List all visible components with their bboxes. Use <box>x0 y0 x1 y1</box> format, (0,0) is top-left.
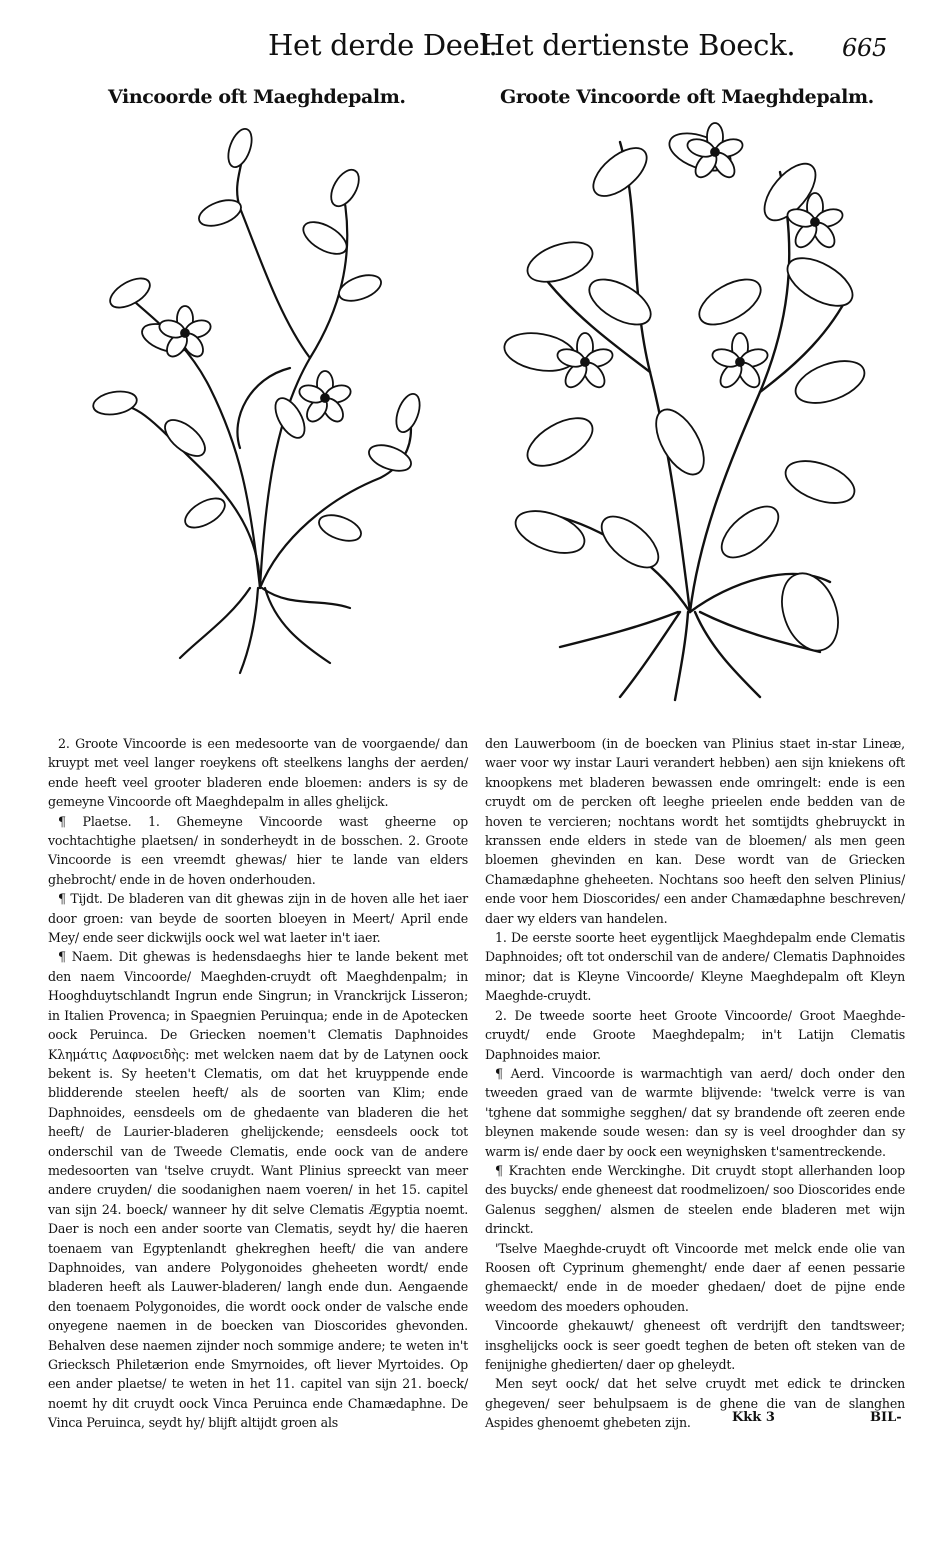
running-head-left: Het derde Deel. <box>268 28 498 62</box>
paragraph-naem-continued: den Lauwerboom (in de boecken van Plinius staet in-star Lineæ, waer voor wy instar Lauri verandert hebben) aen sijn kniekens oft knoopkens met bladeren bewassen ende omringelt: ende is een cruydt om de percken oft leeghe prieelen ende bedden van de hoven te vercieren; nochtans wordt het somtijdts ghebruyckt in kranssen ende elders in stede van de bloemen/ als men geen bloemen ghevinden en kan. Dese wordt van de Griecken Chamædaphne gheheeten. Nochtans soo heeft den selven Plinius/ ende voor hem Dioscorides/ een ander Chamædaphne beschreven/ daer wy elders van handelen. <box>485 736 905 926</box>
catchword: BIL- <box>870 1410 902 1425</box>
periwinkle-great-woodcut <box>500 112 870 702</box>
figure-caption-right: Groote Vincoorde oft Maeghdepalm. <box>500 86 874 108</box>
figure-caption-left: Vincoorde oft Maeghdepalm. <box>108 86 406 108</box>
paragraph-eerste-soorte: 1. De eerste soorte heet eygentlijck Maeghdepalm ende Clematis Daphnoides; oft tot onderschil van de andere/ Clematis Daphnoides minor; dat is Kleyne Vincoorde/ Kleyne Maeghdepalm oft Kleyn Maeghde-cruydt. <box>485 930 905 1004</box>
paragraph-naem: ¶ Naem. Dit ghewas is hedensdaeghs hier te lande bekent met den naem Vincoorde/ Maeghden-cruydt oft Maeghdenpalm; in Hooghduytschlandt Ingrun ende Singrun; in Vranckrijck Lisseron; in Italien Provenca; in Spaegnien Peruinqua; ende in de Apotecken oock Peruinca. De Griecken noemen't Clematis Daphnoides Κλημάτις Δαφνοειδὴς: met welcken naem dat by de Latynen oock bekent is. Sy heeten't Clematis, om dat het kruyppende ende blidderende steelen heeft/ als de soorten van Klim; ende Daphnoides, eensdeels om de ghedaente van bladeren die het heeft/ de Laurier-bladeren ghelijckende; eensdeels oock tot onderschil van de Tweede Clematis, ende oock van de andere medesoorten van 'tselve cruydt. Want Plinius spreeckt van meer andere cruyden/ die soodanighen naem voeren/ in het 15. capitel van sijn 24. boeck/ wanneer hy dit selve Clematis Ægyptia noemt. Daer is noch een ander soorte van Clematis, seydt hy/ die haeren toenaem van Egyptenlandt ghekreghen heeft/ die van andere Daphnoides, van andere Polygonoides gheheeten wordt/ ende bladeren heeft als Lauwer-bladeren/ langh ende dun. Aengaende den toenaem Polygonoides, die wordt oock onder de valsche ende onyegene naemen in de boecken van Dioscorides ghevonden. Behalven dese naemen zijnder noch sommige andere; te weten in't Griecksch Philetærion ende Smyrnoides, oft liever Myrtoides. Op een ander plaetse/ te weten in het 11. capitel van sijn 21. boeck/ noemt hy dit cruydt oock Vinca Peruinca ende Chamædaphne. De Vinca Peruinca, seydt hy/ blijft altijdt groen als <box>48 949 468 1431</box>
text-column-left <box>48 734 468 1433</box>
paragraph-pessarie: 'Tselve Maeghde-cruydt oft Vincoorde met melck ende olie van Roosen oft Cyprinum ghemenght/ ende daer af eenen pessarie ghemaeckt/ ende in de moeder ghedaen/ doet de pijne ende weedom des moeders ophouden. <box>485 1240 905 1314</box>
text-column-right <box>485 734 905 1433</box>
paragraph-krachten: ¶ Krachten ende Werckinghe. Dit cruydt stopt allerhanden loop des buycks/ ende gheneest dat roodmelizoen/ soo Dioscorides ende Galenus segghen/ alsmen de steelen ende bladeren met wijn drinckt. <box>485 1162 905 1237</box>
signature-mark: Kkk 3 <box>732 1410 775 1425</box>
paragraph-aerd: ¶ Aerd. Vincoorde is warmachtigh van aerd/ doch onder den tweeden graed van de warmte blijvende: 'twelck verre is van 'tghene dat sommighe segghen/ dat sy brandende oft zeeren ende bleynen makende soude wesen: dan sy is veel drooghder dan sy warm is/ ende daer by oock een weynighsken t'samentreckende. <box>485 1065 905 1159</box>
paragraph-tandtsweer: Vincoorde ghekauwt/ gheneest oft verdrijft den tandtsweer; insghelijcks oock is seer goedt teghen de beten oft steken van de fenijnighe ghedierten/ daer op gheleydt. <box>485 1318 905 1372</box>
paragraph-tweede-soorte: 2. De tweede soorte heet Groote Vincoorde/ Groot Maeghde-cruydt/ ende Groote Maeghdepalm; in't Latijn Clematis Daphnoides maior. <box>485 1007 905 1062</box>
paragraph-slanghen: Men seyt oock/ dat het selve cruydt met edick te drincken ghegeven/ seer behulpsaem is de ghene die van de slanghen Aspides ghenoemt ghebeten zijn. <box>485 1376 905 1431</box>
paragraph-groote-vincoorde: 2. Groote Vincoorde is een medesoorte van de voorgaende/ dan kruypt met veel langer roeykens oft steelkens langhs der aerden/ ende heeft veel grooter bladeren ende bloemen: anders is sy de gemeyne Vincoorde oft Maeghdepalm in alles ghelijck. <box>48 736 468 810</box>
paragraph-tijdt: ¶ Tijdt. De bladeren van dit ghewas zijn in de hoven alle het iaer door groen: van beyde de soorten bloeyen in Meert/ April ende Mey/ ende seer dickwijls oock wel wat laeter in't iaer. <box>48 891 468 946</box>
running-head-right: Het dertienste Boeck. <box>480 28 796 62</box>
periwinkle-small-woodcut <box>90 118 430 678</box>
page-number: 665 <box>842 34 887 62</box>
paragraph-plaetse: ¶ Plaetse. 1. Ghemeyne Vincoorde wast gheerne op vochtachtighe plaetsen/ in sonderheydt in de bosschen. 2. Groote Vincoorde is een vreemdt ghewas/ hier te lande van elders ghebrocht/ ende in de hoven onderhouden. <box>48 813 468 887</box>
